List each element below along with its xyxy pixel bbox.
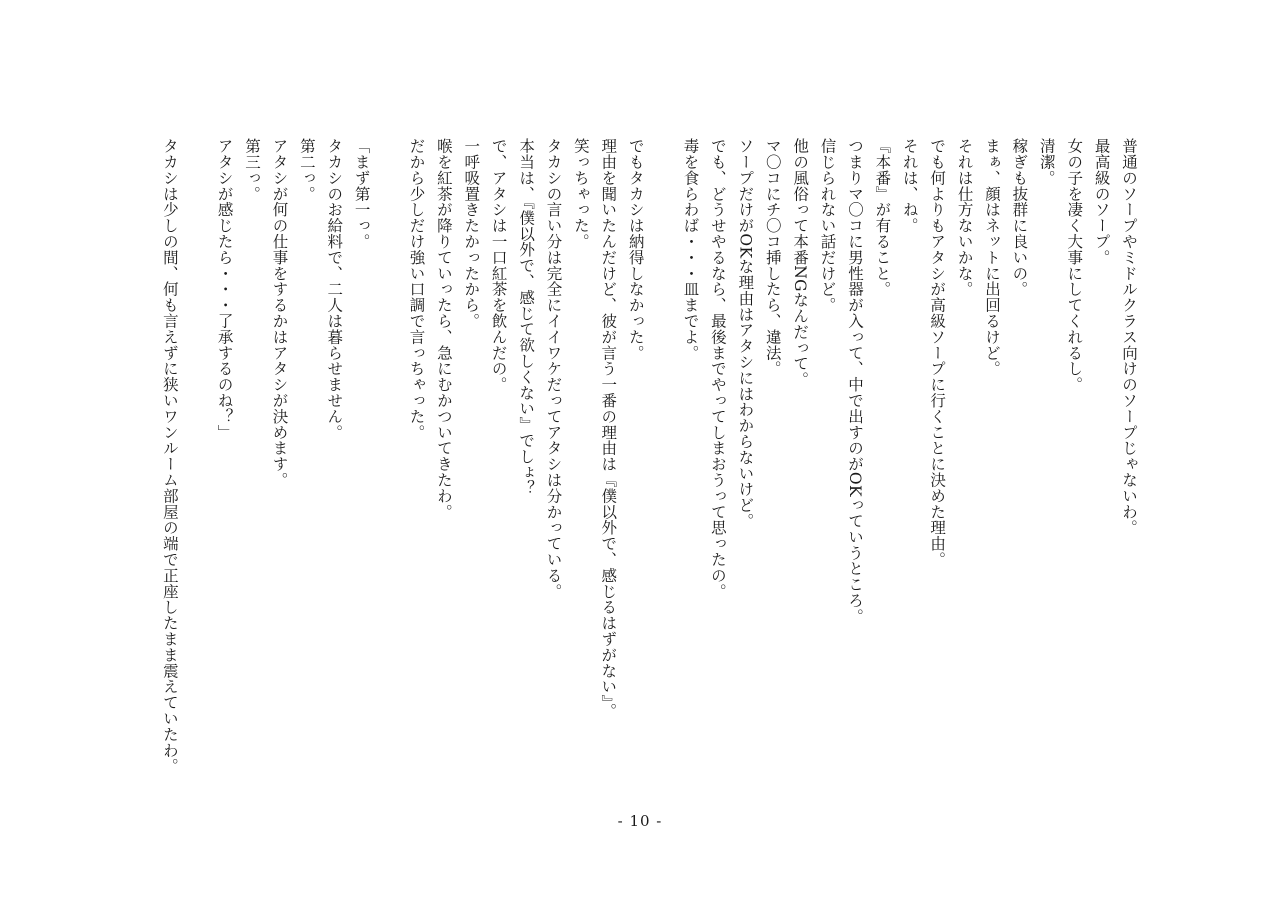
text-line: まぁ、顔はネットに出回るけど。 bbox=[982, 138, 1001, 377]
text-line: で、アタシは一口紅茶を飲んだの。 bbox=[489, 138, 508, 393]
text-line: マ〇コにチ〇コ挿したら、違法。 bbox=[763, 138, 782, 377]
text-line: 第二っ。 bbox=[297, 138, 316, 202]
text-line: ソープだけがOKな理由はアタシにはわからないけど。 bbox=[736, 138, 755, 529]
text-line: 普通のソープやミドルクラス向けのソープじゃないわ。 bbox=[1120, 138, 1138, 536]
page-number: - 10 - bbox=[617, 812, 663, 830]
text-line: 毒を食らわば・・・皿までよ。 bbox=[681, 138, 700, 361]
text-line: でもタカシは納得しなかった。 bbox=[626, 138, 645, 361]
text-line: それは仕方ないかな。 bbox=[955, 138, 974, 297]
text-line: それは、ね。 bbox=[900, 138, 919, 234]
text-line: 最高級のソープ。 bbox=[1092, 138, 1111, 266]
text-line: 信じられない話だけど。 bbox=[818, 138, 837, 313]
blank-line bbox=[183, 138, 210, 788]
text-line: 笑っちゃった。 bbox=[571, 138, 590, 250]
text-line: 稼ぎも抜群に良いの。 bbox=[1010, 138, 1029, 297]
text-line: つまりマ〇コに男性器が入って、中で出すのがOKっていうところ。 bbox=[845, 138, 864, 625]
text-line: 第三っ。 bbox=[243, 138, 262, 202]
text-line: 理由を聞いたんだけど、彼が言う一番の理由は『僕以外で、感じるはずがない』。 bbox=[599, 138, 618, 719]
text-line: タカシの言い分は完全にイイワケだってアタシは分かっている。 bbox=[544, 138, 563, 600]
text-line: タカシのお給料で、二人は暮らせません。 bbox=[325, 138, 344, 441]
text-line: アタシが感じたら・・・了承するのね？」 bbox=[215, 138, 234, 441]
text-line: 喉を紅茶が降りていったら、急にむかついてきたわ。 bbox=[434, 138, 453, 520]
text-line: 他の風俗って本番NGなんだって。 bbox=[791, 138, 810, 388]
vertical-text-block bbox=[155, 138, 1142, 788]
blank-line bbox=[375, 138, 402, 788]
text-line: 一呼吸置きたかったから。 bbox=[462, 138, 481, 329]
text-line: でも何よりもアタシが高級ソープに行くことに決めた理由。 bbox=[928, 138, 947, 568]
blank-line bbox=[649, 138, 676, 788]
text-line: 清潔。 bbox=[1037, 138, 1056, 186]
text-line: だから少しだけ強い口調で言っちゃった。 bbox=[407, 138, 426, 441]
text-line: 『本番』が有ること。 bbox=[873, 138, 892, 297]
text-line: タカシは少しの間、何も言えずに狭いワンルーム部屋の端で正座したまま震えていたわ。 bbox=[160, 138, 179, 774]
text-line: アタシが何の仕事をするかはアタシが決めます。 bbox=[270, 138, 289, 488]
text-line: 女の子を凄く大事にしてくれるし。 bbox=[1065, 138, 1084, 393]
text-line: 「まず第一っ。 bbox=[352, 138, 371, 250]
text-line: 本当は、『僕以外で、感じて欲しくない』でしょ？ bbox=[517, 138, 536, 496]
text-line: でも、どうせやるなら、最後までやってしまおうって思ったの。 bbox=[708, 138, 727, 600]
